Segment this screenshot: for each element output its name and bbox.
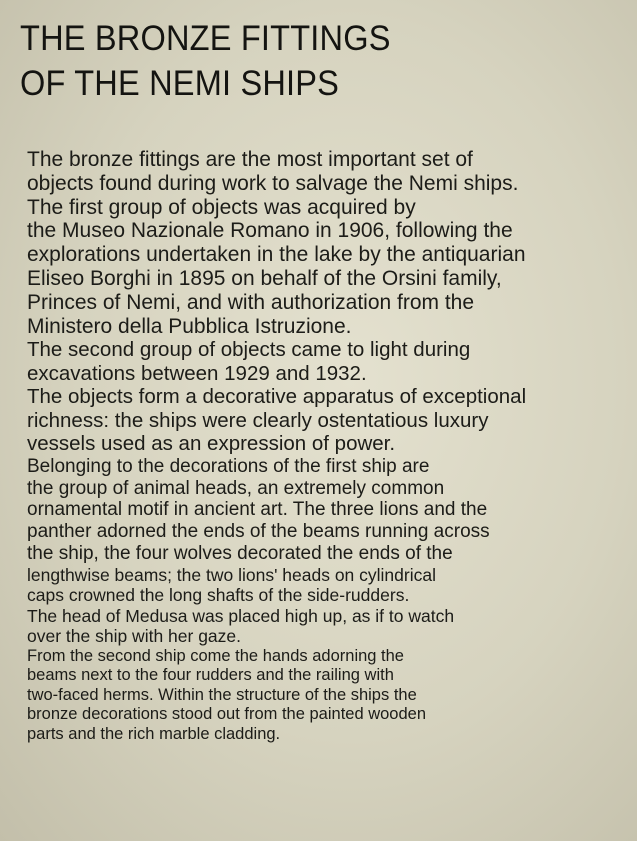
text-line: the Museo Nazionale Romano in 1906, following the	[27, 219, 513, 243]
text-line: bronze decorations stood out from the painted wooden	[27, 705, 427, 724]
text-line: lengthwise beams; the two lions' heads on cylindrical	[27, 564, 436, 585]
text-line: parts and the rich marble cladding.	[27, 724, 281, 743]
panel-body	[27, 148, 627, 744]
text-line: ornamental motif in ancient art. The three lions and the	[27, 499, 488, 521]
text-line: beams next to the four rudders and the railing with	[27, 666, 394, 685]
text-line: Princes of Nemi, and with authorization from the	[27, 290, 475, 314]
panel-title	[20, 16, 391, 106]
text-line: The bronze fittings are the most important set of	[27, 148, 473, 171]
text-line: The head of Medusa was placed high up, as if to watch	[27, 605, 455, 626]
title-line-1: THE BRONZE FITTINGS	[20, 19, 391, 58]
paragraph-second-ship	[27, 647, 627, 745]
text-line: panther adorned the ends of the beams running across	[27, 521, 490, 543]
text-line: the group of animal heads, an extremely common	[27, 477, 445, 499]
text-line: vessels used as an expression of power.	[27, 432, 396, 456]
text-line: the ship, the four wolves decorated the ends of the	[27, 543, 453, 565]
text-line: two-faced herms. Within the structure of the ships the	[27, 685, 417, 704]
text-line: The first group of objects was acquired by	[27, 195, 416, 219]
paragraph-first-ship	[27, 456, 627, 565]
paragraph-lions-medusa	[27, 565, 627, 647]
text-line: The objects form a decorative apparatus of exceptional	[27, 385, 527, 409]
text-line: Ministero della Pubblica Istruzione.	[27, 314, 352, 338]
title-line-2: OF THE NEMI SHIPS	[20, 64, 340, 103]
text-line: over the ship with her gaze.	[27, 626, 242, 647]
text-line: Eliseo Borghi in 1895 on behalf of the Orsini family,	[27, 266, 502, 290]
text-line: excavations between 1929 and 1932.	[27, 361, 367, 385]
paragraph-second-group	[27, 338, 627, 456]
text-line: objects found during work to salvage the Nemi ships.	[27, 171, 519, 195]
text-line: From the second ship come the hands adorning the	[27, 646, 404, 665]
paragraph-first-group	[27, 148, 627, 338]
text-line: caps crowned the long shafts of the side-rudders.	[27, 585, 410, 606]
text-line: explorations undertaken in the lake by the antiquarian	[27, 243, 526, 267]
text-line: Belonging to the decorations of the first ship are	[27, 455, 430, 477]
text-line: The second group of objects came to light during	[27, 338, 471, 362]
text-line: richness: the ships were clearly ostentatious luxury	[27, 408, 489, 432]
